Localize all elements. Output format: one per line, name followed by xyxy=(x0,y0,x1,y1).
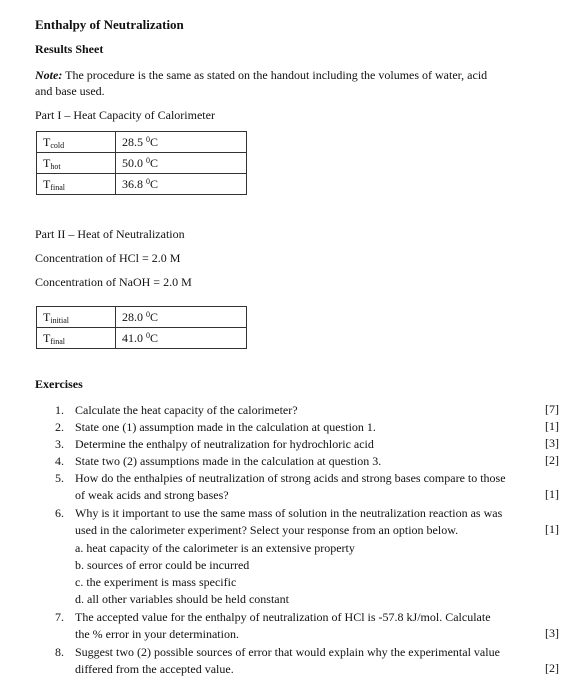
part2-heading: Part II – Heat of Neutralization xyxy=(35,227,185,241)
label-cell: Tinitial xyxy=(37,307,116,328)
points-badge: [3] xyxy=(545,436,559,450)
value-cell: 41.0 $^0$C xyxy=(116,328,247,349)
concentration-hcl: Concentration of HCl = 2.0 M xyxy=(35,251,181,265)
note-label: Note: xyxy=(35,68,63,82)
value-cell: 28.0 $^0$C xyxy=(116,307,247,328)
points-badge: [2] xyxy=(545,661,559,675)
part2-table xyxy=(36,306,247,349)
table-row xyxy=(37,307,247,328)
table-row xyxy=(37,328,247,349)
points-badge: [7] xyxy=(545,402,559,416)
table-row xyxy=(37,132,247,153)
label-cell: Thot xyxy=(37,153,116,174)
label-cell: Tfinal xyxy=(37,174,116,195)
value-cell: 36.8 $^0$C xyxy=(116,174,247,195)
points-badge: [1] xyxy=(545,487,559,501)
note-text-line1: The procedure is the same as stated on the handout including the volumes of water, acid xyxy=(62,68,488,82)
part1-heading: Part I – Heat Capacity of Calorimeter xyxy=(35,108,215,122)
option-d: d. all other variables should be held constant xyxy=(75,592,289,606)
option-a: a. heat capacity of the calorimeter is an extensive property xyxy=(75,541,355,555)
document-title: Enthalpy of Neutralization xyxy=(35,17,184,32)
exercises-heading: Exercises xyxy=(35,377,83,391)
value-cell: 28.5 $^0$C xyxy=(116,132,247,153)
points-badge: [2] xyxy=(545,453,559,467)
label-cell: Tfinal xyxy=(37,328,116,349)
option-c: c. the experiment is mass specific xyxy=(75,575,237,589)
points-badge: [1] xyxy=(545,419,559,433)
document-subtitle: Results Sheet xyxy=(35,42,104,56)
points-badge: [1] xyxy=(545,522,559,536)
note-text-line2: and base used. xyxy=(35,84,105,98)
table-row xyxy=(37,174,247,195)
value-cell: 50.0 $^0$C xyxy=(116,153,247,174)
concentration-naoh: Concentration of NaOH = 2.0 M xyxy=(35,275,192,289)
points-badge: [3] xyxy=(545,626,559,640)
table-row xyxy=(37,153,247,174)
part1-table xyxy=(36,131,247,195)
label-cell: Tcold xyxy=(37,132,116,153)
option-b: b. sources of error could be incurred xyxy=(75,558,250,572)
note-paragraph xyxy=(35,67,555,99)
